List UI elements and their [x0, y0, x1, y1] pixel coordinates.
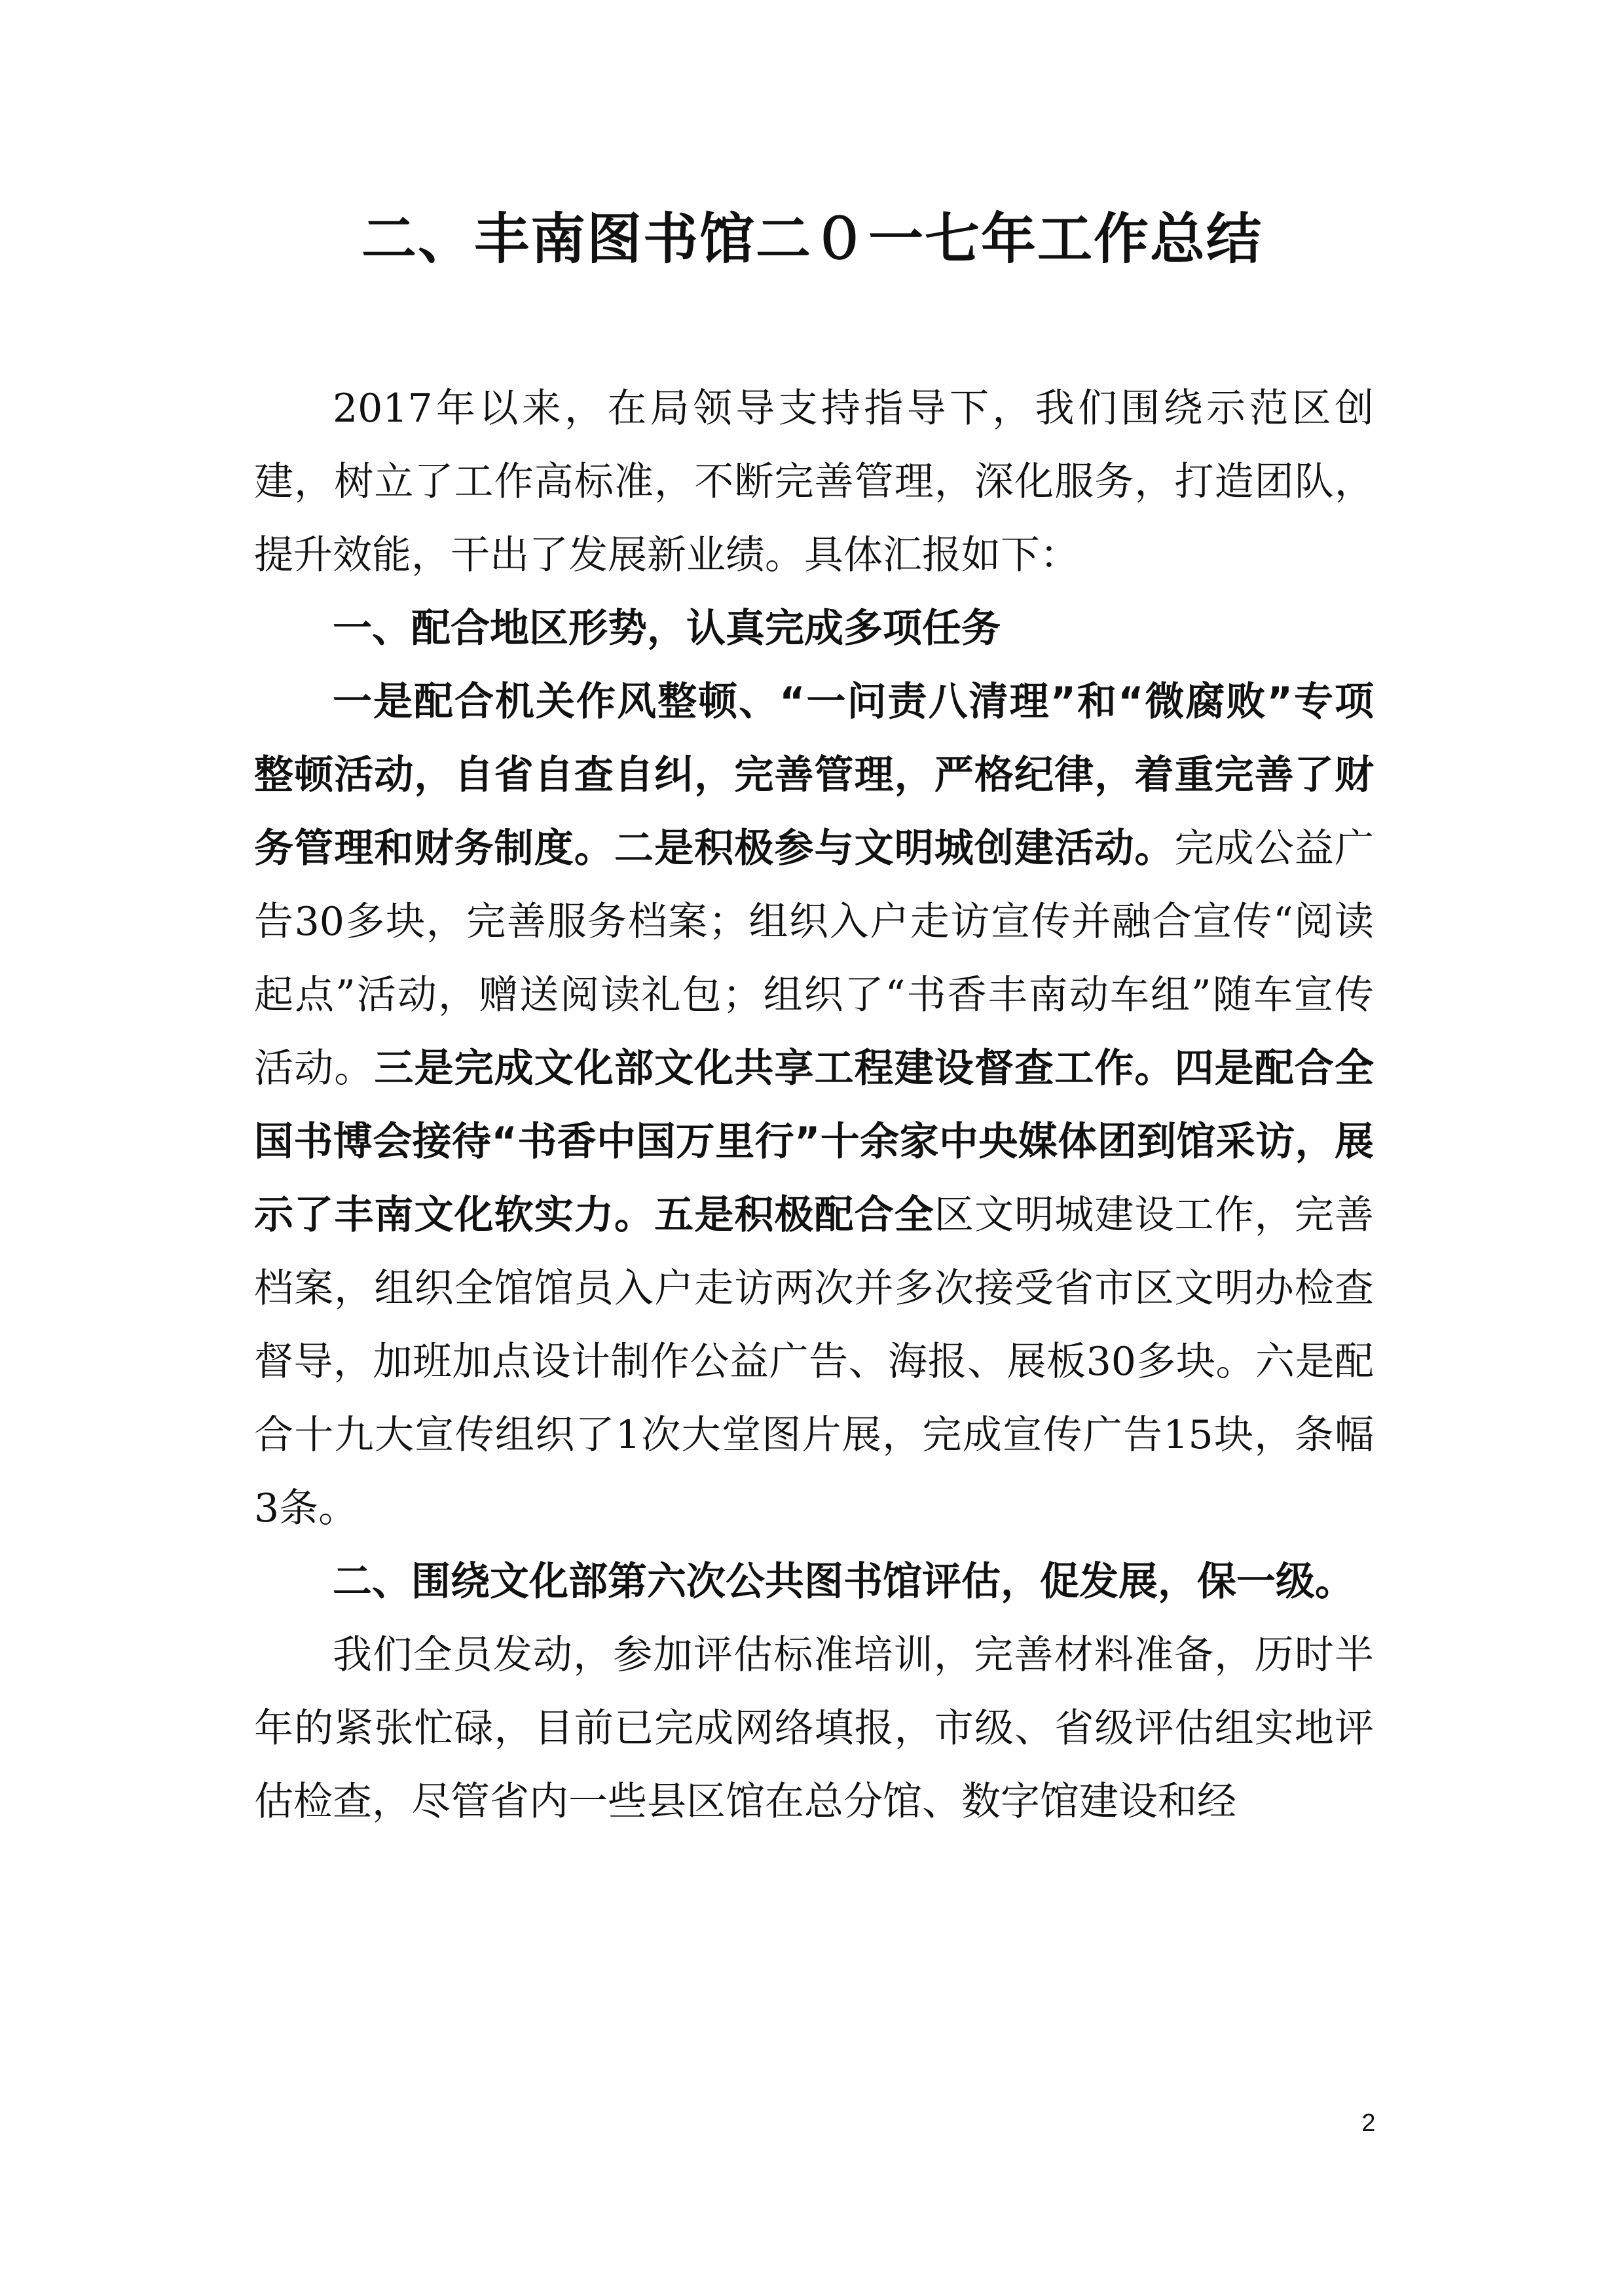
- section-1-paragraph: [254, 665, 1374, 1545]
- section-2-heading: 二、围绕文化部第六次公共图书馆评估，促发展，保一级。: [333, 1559, 1354, 1605]
- page-number: 2: [1361, 2109, 1376, 2137]
- section-1-heading: 一、配合地区形势，认真完成多项任务: [333, 606, 1001, 651]
- section-1-bold-text-b: 三是完成文化部文化共享工程建设督查工作。四是配合全国书博会接待“书香中国万里行”十余家中央媒体团到馆采访，展示了丰南文化软实力。五是积极配合全: [254, 1046, 1375, 1238]
- intro-paragraph: 2017年以来，在局领导支持指导下，我们围绕示范区创建，树立了工作高标准，不断完善管理，深化服务，打造团队，提升效能，干出了发展新业绩。具体汇报如下：: [254, 386, 1374, 578]
- section-1-bold-text: 一是配合机关作风整顿、“一问责八清理”和“微腐败”专项整顿活动，自省自查自纠，完善管理，严格纪律，着重完善了财务管理和财务制度。二是积极参与文明城创建活动。: [254, 679, 1374, 871]
- section-1-regular-text-c: 区文明城建设工作，完善档案，组织全馆馆员入户走访两次并多次接受省市区文明办检查督导，加班加点设计制作公益广告、海报、展板30多块。六是配合十九大宣传组织了1次大堂图片展，完成宣传广告15块，条幅3条。: [254, 1192, 1375, 1531]
- document-body: [254, 372, 1374, 1838]
- section-1-regular-text: 完成公益广告30多块，完善服务档案；组织入户走访宣传并融合宣传“阅读起点”活动，赠送阅读礼包；组织了“书香丰南动车组”随车宣传活动。: [254, 826, 1375, 1091]
- section-2-paragraph: 我们全员发动，参加评估标准培训，完善材料准备，历时半年的紧张忙碌，目前已完成网络填报，市级、省级评估组实地评估检查，尽管省内一些县区馆在总分馆、数字馆建设和经: [254, 1632, 1374, 1825]
- document-title: 二、丰南图书馆二０一七年工作总结: [361, 207, 1263, 271]
